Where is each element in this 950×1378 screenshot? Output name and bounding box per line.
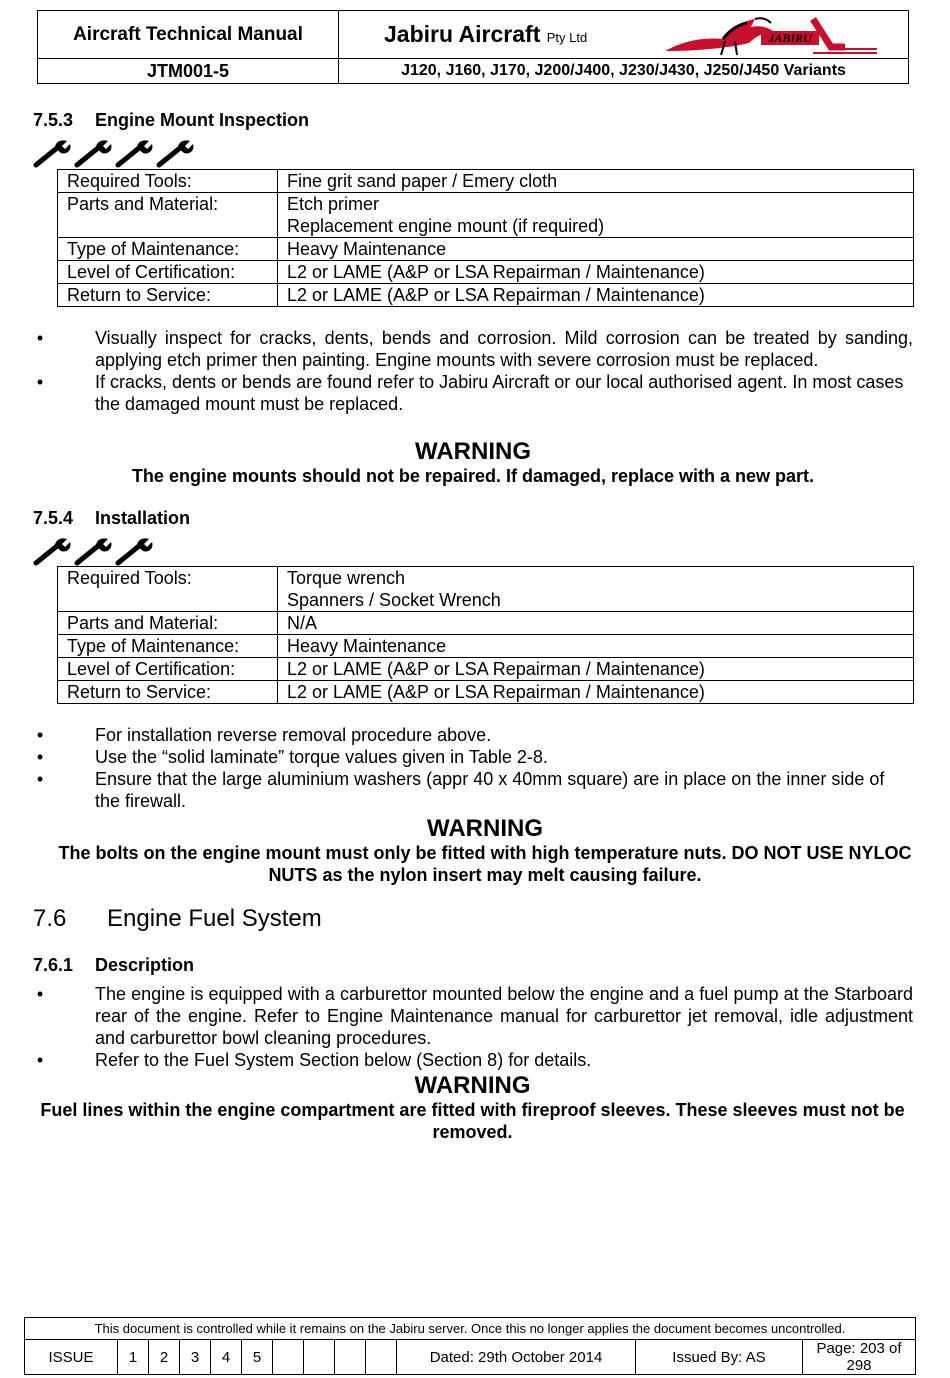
bullet-text: For installation reverse removal procedure above.: [95, 725, 492, 745]
wrench-rating-753: [33, 138, 197, 168]
company-cell: [339, 11, 909, 59]
value-line: Spanners / Socket Wrench: [287, 590, 501, 610]
row-value: [278, 567, 914, 612]
issue-cell: 2: [149, 1340, 180, 1375]
list-item: [33, 371, 913, 415]
section-title: Installation: [95, 508, 191, 528]
row-value: [278, 612, 914, 635]
table-row: [58, 658, 914, 681]
value-line: Fine grit sand paper / Emery cloth: [287, 171, 558, 191]
bullet-list-754: [33, 724, 913, 812]
section-number: 7.6.1: [33, 955, 74, 975]
document-footer: [24, 1339, 916, 1375]
section-number: 7.6: [33, 905, 67, 932]
value-line: L2 or LAME (A&P or LSA Repairman / Maintenance): [287, 682, 705, 702]
row-value: [278, 193, 914, 238]
issue-cell: [273, 1340, 304, 1375]
bullet-list-753: [33, 327, 913, 415]
value-line: Torque wrench: [287, 568, 406, 588]
section-heading-7-5-3: [33, 110, 309, 131]
section-heading-7-5-4: [33, 508, 190, 529]
row-label: Level of Certification:: [58, 261, 278, 284]
value-line: L2 or LAME (A&P or LSA Repairman / Maintenance): [287, 659, 705, 679]
row-value: [278, 284, 914, 307]
bullet-dot: •: [36, 1050, 44, 1070]
section-heading-7-6: [33, 905, 322, 933]
bullet-dot: •: [36, 984, 44, 1004]
warning-text: Fuel lines within the engine compartment are fitted with fireproof sleeves. These sleeves must not be removed.: [40, 1100, 905, 1142]
row-value: [278, 170, 914, 193]
section-number: 7.5.4: [33, 508, 74, 528]
row-value: [278, 238, 914, 261]
row-value: [278, 681, 914, 704]
bullet-dot: •: [36, 769, 44, 789]
list-item: [33, 1049, 913, 1071]
row-label: Level of Certification:: [58, 658, 278, 681]
row-label: Parts and Material:: [58, 193, 278, 238]
row-label: Required Tools:: [58, 170, 278, 193]
page-number: Page: 203 of 298: [803, 1340, 916, 1375]
table-row: [58, 635, 914, 658]
section-title: Description: [95, 955, 195, 975]
value-line: L2 or LAME (A&P or LSA Repairman / Maintenance): [287, 285, 705, 305]
wrench-icon: [74, 536, 114, 566]
bullet-list-761: [33, 983, 913, 1071]
table-row: [58, 612, 914, 635]
bullet-text: If cracks, dents or bends are found refer to Jabiru Aircraft or our local authorised agent. In most cases the damaged mount must be replaced.: [95, 372, 904, 414]
variants: J120, J160, J170, J200/J400, J230/J430, J250/J450 Variants: [339, 59, 909, 84]
wrench-rating-754: [33, 536, 156, 566]
issue-date: Dated: 29th October 2014: [397, 1340, 636, 1375]
list-item: [33, 983, 913, 1049]
warning-block-753: [33, 439, 913, 487]
table-row: [58, 284, 914, 307]
value-line: N/A: [287, 613, 318, 633]
jabiru-bird-logo: [663, 13, 883, 57]
row-label: Parts and Material:: [58, 612, 278, 635]
bullet-text: The engine is equipped with a carburettor mounted below the engine and a fuel pump at the Starboard rear of the engine. Refer to Engine Maintenance manual for carburettor jet removal, idle adjustment and carburettor bowl cleaning procedures.: [95, 984, 913, 1048]
bullet-text: Ensure that the large aluminium washers (appr 40 x 40mm square) are in place on the inner side of the firewall.: [95, 769, 885, 811]
list-item: [33, 768, 913, 812]
control-notice: This document is controlled while it remains on the Jabiru server. Once this no longer applies the document becomes uncontrolled.: [24, 1317, 916, 1340]
warning-text: The bolts on the engine mount must only be fitted with high temperature nuts. DO NOT USE NYLOC NUTS as the nylon insert may melt causing failure.: [58, 843, 912, 885]
maintenance-table-753: [57, 169, 914, 307]
bullet-dot: •: [36, 328, 44, 348]
company-suffix: Pty Ltd: [546, 30, 588, 45]
table-row: [58, 238, 914, 261]
warning-block-761: [35, 1073, 910, 1143]
warning-block-754: [45, 816, 925, 886]
bullet-text: Visually inspect for cracks, dents, bends and corrosion. Mild corrosion can be treated by sanding, applying etch primer then painting. Engine mounts with severe corrosion must be replaced.: [95, 328, 913, 370]
company-name: Jabiru Aircraft: [384, 21, 541, 47]
wrench-icon: [115, 138, 155, 168]
row-value: [278, 261, 914, 284]
list-item: [33, 746, 913, 768]
row-label: Required Tools:: [58, 567, 278, 612]
row-label: Return to Service:: [58, 284, 278, 307]
value-line: Etch primer: [287, 194, 380, 214]
bullet-text: Refer to the Fuel System Section below (Section 8) for details.: [95, 1050, 592, 1070]
value-line: L2 or LAME (A&P or LSA Repairman / Maintenance): [287, 262, 705, 282]
value-line: Heavy Maintenance: [287, 239, 447, 259]
issue-cell: [304, 1340, 335, 1375]
wrench-icon: [74, 138, 114, 168]
row-label: Return to Service:: [58, 681, 278, 704]
table-row: [58, 170, 914, 193]
warning-title: WARNING: [414, 1072, 531, 1099]
issued-by: Issued By: AS: [636, 1340, 803, 1375]
logo-wordmark: JABIRU: [768, 31, 812, 45]
wrench-icon: [33, 536, 73, 566]
section-number: 7.5.3: [33, 110, 74, 130]
issue-label: ISSUE: [25, 1340, 118, 1375]
table-row: [58, 193, 914, 238]
wrench-icon: [156, 138, 196, 168]
section-title: Engine Mount Inspection: [95, 110, 309, 130]
issue-cell: 5: [242, 1340, 273, 1375]
list-item: [33, 327, 913, 371]
row-label: Type of Maintenance:: [58, 635, 278, 658]
document-header: [37, 10, 909, 84]
table-row: [58, 567, 914, 612]
value-line: Heavy Maintenance: [287, 636, 447, 656]
issue-cell: 1: [118, 1340, 149, 1375]
section-heading-7-6-1: [33, 955, 194, 976]
warning-title: WARNING: [415, 438, 531, 465]
warning-text: The engine mounts should not be repaired. If damaged, replace with a new part.: [131, 466, 815, 486]
bullet-text: Use the “solid laminate” torque values given in Table 2-8.: [95, 747, 548, 767]
section-title: Engine Fuel System: [107, 905, 322, 932]
table-row: [58, 681, 914, 704]
bullet-dot: •: [36, 725, 44, 745]
wrench-icon: [33, 138, 73, 168]
list-item: [33, 724, 913, 746]
bullet-dot: •: [36, 747, 44, 767]
maintenance-table-754: [57, 566, 914, 704]
issue-cell: 4: [211, 1340, 242, 1375]
warning-title: WARNING: [427, 815, 543, 842]
table-row: [58, 261, 914, 284]
bullet-dot: •: [36, 372, 44, 392]
issue-cell: 3: [180, 1340, 211, 1375]
issue-cell: [366, 1340, 397, 1375]
wrench-icon: [115, 536, 155, 566]
issue-cell: [335, 1340, 366, 1375]
row-value: [278, 658, 914, 681]
manual-title: Aircraft Technical Manual: [38, 11, 339, 59]
value-line: Replacement engine mount (if required): [287, 216, 605, 236]
row-value: [278, 635, 914, 658]
doc-number: JTM001-5: [38, 59, 339, 84]
row-label: Type of Maintenance:: [58, 238, 278, 261]
